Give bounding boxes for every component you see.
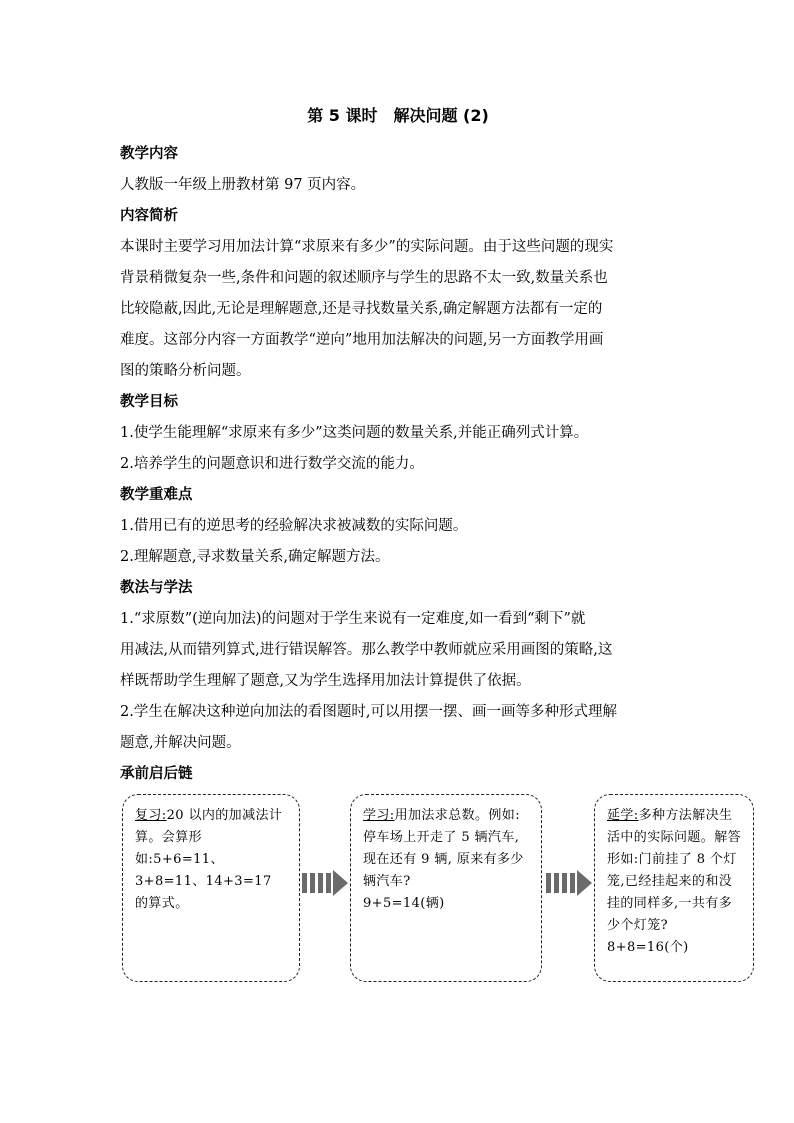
analysis-line: 图的策略分析问题。 (120, 363, 251, 379)
review-box (122, 794, 300, 982)
review-text: 20 以内的加减法计算。会算形如:5+6=11、3+8=11、14+3=17 的算式。 (135, 808, 283, 911)
methods-line: 样既帮助学生理解了题意,又为学生选择用加法计算提供了依据。 (120, 673, 531, 689)
methods-heading: 教法与学法 (120, 580, 193, 596)
learn-box (350, 794, 542, 982)
content-text: 人教版一年级上册教材第 97 页内容。 (120, 177, 366, 193)
keypoint-item: 1.借用已有的逆思考的经验解决求被减数的实际问题。 (120, 518, 468, 534)
analysis-heading: 内容简析 (120, 208, 178, 224)
goal-item: 1.使学生能理解“求原来有多少”这类问题的数量关系,并能正确列式计算。 (120, 425, 589, 441)
extend-text: 多种方法解决生活中的实际问题。解答形如:门前挂了 8 个灯笼,已经挂起来的和没挂的同样多,一共有多少个灯笼?8+8=16(个) (607, 808, 742, 955)
learn-label: 学习: (363, 808, 395, 823)
learn-formula: 9+5=14(辆) (363, 896, 445, 911)
keypoint-item: 2.理解题意,寻求数量关系,确定解题方法。 (120, 549, 390, 565)
analysis-line: 难度。这部分内容一方面教学“逆向”地用加法解决的问题,另一方面教学用画 (120, 332, 604, 348)
page-title: 第 5 课时 解决问题 (2) (307, 106, 489, 125)
lesson-body (120, 139, 680, 790)
analysis-line: 比较隐蔽,因此,无论是理解题意,还是寻找数量关系,确定解题方法都有一定的 (120, 301, 603, 317)
extend-box (594, 794, 754, 982)
learn-text: 用加法求总数。例如:停车场上开走了 5 辆汽车,现在还有 9 辆, 原来有多少辆汽车? (363, 808, 524, 889)
keypoints-heading: 教学重难点 (120, 487, 193, 503)
methods-line: 1.“求原数”(逆向加法)的问题对于学生来说有一定难度,如一看到“剩下”就 (120, 611, 586, 627)
analysis-line: 本课时主要学习用加法计算“求原来有多少”的实际问题。由于这些问题的现实 (120, 239, 614, 255)
methods-line: 题意,并解决问题。 (120, 735, 241, 751)
analysis-line: 背景稍微复杂一些,条件和问题的叙述顺序与学生的思路不太一致,数量关系也 (120, 270, 608, 286)
review-label: 复习: (135, 808, 167, 823)
learning-chain (0, 790, 794, 990)
goals-heading: 教学目标 (120, 394, 178, 410)
arrow-right-icon (302, 870, 348, 896)
content-heading: 教学内容 (120, 146, 178, 162)
methods-line: 用减法,从而错列算式,进行错误解答。那么教学中教师就应采用画图的策略,这 (120, 642, 613, 658)
extend-label: 延学: (607, 808, 639, 823)
goal-item: 2.培养学生的问题意识和进行数学交流的能力。 (120, 456, 424, 472)
chain-heading: 承前启后链 (120, 766, 193, 782)
methods-line: 2.学生在解决这种逆向加法的看图题时,可以用摆一摆、画一画等多种形式理解 (120, 704, 617, 720)
arrow-right-icon (546, 870, 592, 896)
